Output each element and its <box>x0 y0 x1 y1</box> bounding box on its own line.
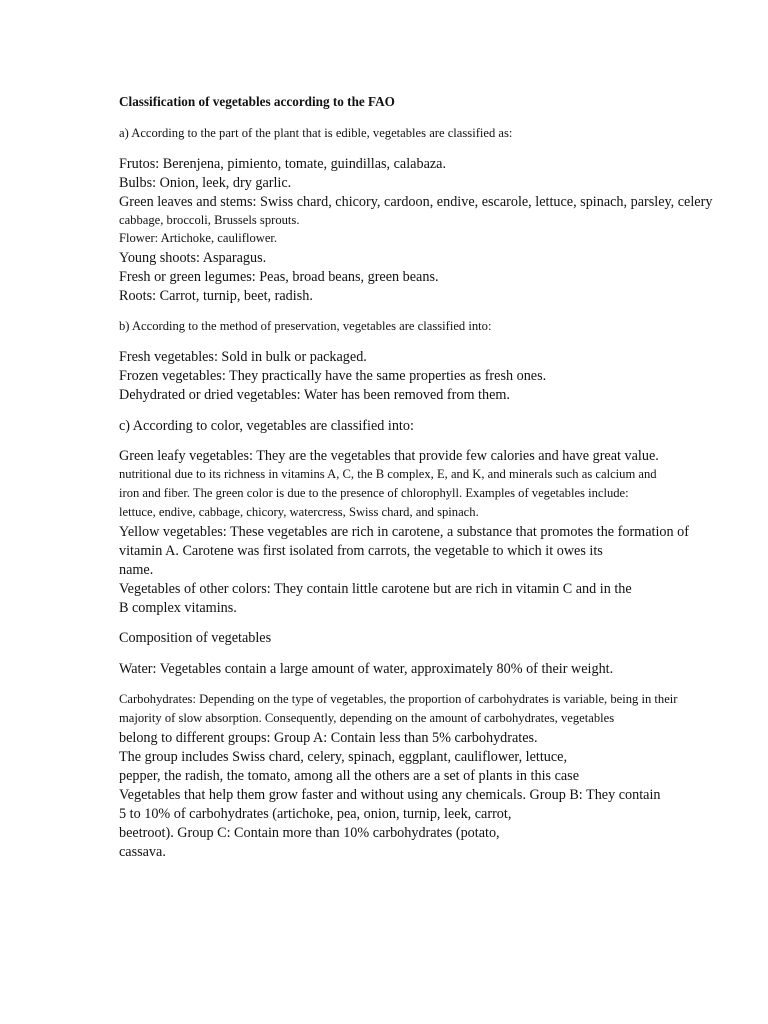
text-line: Fresh or green legumes: Peas, broad beans, green beans. <box>119 269 439 285</box>
text-line: Fresh vegetables: Sold in bulk or packaged. <box>119 349 367 365</box>
text-line: Carbohydrates: Depending on the type of vegetables, the proportion of carbohydrates is variable, being in their <box>119 692 678 706</box>
text-line: beetroot). Group C: Contain more than 10% carbohydrates (potato, <box>119 825 500 841</box>
text-line: pepper, the radish, the tomato, among all the others are a set of plants in this case <box>119 768 579 784</box>
section-b-heading: b) According to the method of preservation, vegetables are classified into: <box>119 319 492 333</box>
text-line: Vegetables that help them grow faster and without using any chemicals. Group B: They contain <box>119 787 661 803</box>
text-line: Yellow vegetables: These vegetables are rich in carotene, a substance that promotes the formation of <box>119 524 689 540</box>
water-line: Water: Vegetables contain a large amount of water, approximately 80% of their weight. <box>119 661 614 677</box>
text-line: Dehydrated or dried vegetables: Water has been removed from them. <box>119 387 510 403</box>
text-line: Frutos: Berenjena, pimiento, tomate, guindillas, calabaza. <box>119 156 447 172</box>
text-line: iron and fiber. The green color is due to the presence of chlorophyll. Examples of vegetables include: <box>119 486 629 500</box>
text-line: 5 to 10% of carbohydrates (artichoke, pea, onion, turnip, leek, carrot, <box>119 806 512 822</box>
text-line: vitamin A. Carotene was first isolated from carrots, the vegetable to which it owes its <box>119 543 603 559</box>
text-line: belong to different groups: Group A: Contain less than 5% carbohydrates. <box>119 730 538 746</box>
text-line: majority of slow absorption. Consequently, depending on the amount of carbohydrates, vegetables <box>119 711 615 725</box>
text-line: Frozen vegetables: They practically have the same properties as fresh ones. <box>119 368 547 384</box>
document-title: Classification of vegetables according to the FAO <box>119 94 395 109</box>
section-a-heading: a) According to the part of the plant that is edible, vegetables are classified as: <box>119 126 513 140</box>
text-line: Young shoots: Asparagus. <box>119 250 267 266</box>
text-line: Flower: Artichoke, cauliflower. <box>119 231 278 245</box>
composition-heading: Composition of vegetables <box>119 630 272 646</box>
text-line: name. <box>119 562 154 578</box>
text-line: nutritional due to its richness in vitamins A, C, the B complex, E, and K, and minerals such as calcium and <box>119 467 657 481</box>
text-line: The group includes Swiss chard, celery, spinach, eggplant, cauliflower, lettuce, <box>119 749 568 765</box>
text-line: lettuce, endive, cabbage, chicory, watercress, Swiss chard, and spinach. <box>119 505 479 519</box>
text-line: cassava. <box>119 844 166 860</box>
text-line: Green leaves and stems: Swiss chard, chicory, cardoon, endive, escarole, lettuce, spinach, parsley, celery <box>119 194 713 210</box>
text-line: Bulbs: Onion, leek, dry garlic. <box>119 175 292 191</box>
text-line: Green leafy vegetables: They are the vegetables that provide few calories and have great value. <box>119 448 659 464</box>
text-line: Vegetables of other colors: They contain little carotene but are rich in vitamin C and in the <box>119 581 632 597</box>
section-c-heading: c) According to color, vegetables are classified into: <box>119 418 414 434</box>
text-line: B complex vitamins. <box>119 600 237 616</box>
text-line: Roots: Carrot, turnip, beet, radish. <box>119 288 313 304</box>
text-line: cabbage, broccoli, Brussels sprouts. <box>119 213 300 227</box>
